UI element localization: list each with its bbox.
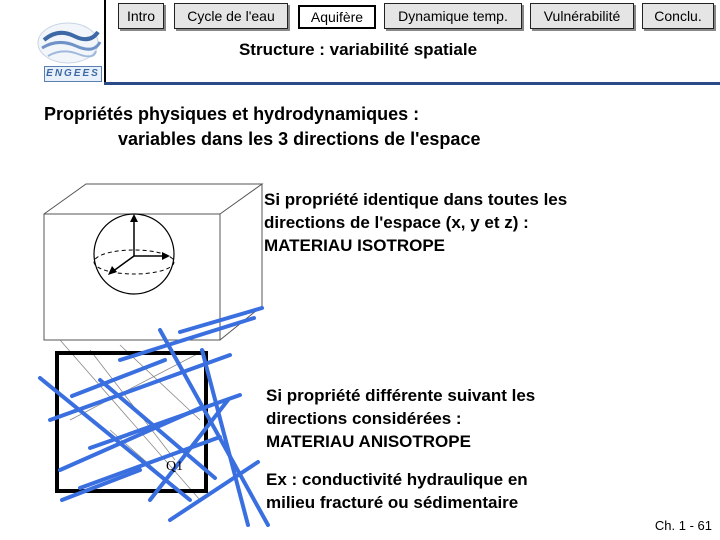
example-line-2: milieu fracturé ou sédimentaire [266, 493, 519, 512]
tab-intro[interactable]: Intro [118, 3, 164, 29]
isotrope-line-1: Si propriété identique dans toutes les [264, 190, 568, 209]
example-line-1: Ex : conductivité hydraulique en [266, 470, 528, 489]
tab-dynamique-temp[interactable]: Dynamique temp. [384, 3, 522, 29]
anisotrope-line-3: MATERIAU ANISOTROPE [266, 432, 471, 451]
tab-aquifere[interactable]: Aquifère [298, 5, 376, 29]
slide-subtitle: Structure : variabilité spatiale [238, 40, 478, 59]
isotrope-text [264, 188, 567, 257]
slide-number: Ch. 1 - 61 [654, 518, 712, 533]
example-text [266, 468, 528, 514]
diagram-label-q1: Q1 [166, 459, 184, 474]
logo-text: ENGEES [44, 66, 102, 82]
tab-cycle-de-leau[interactable]: Cycle de l'eau [174, 3, 288, 29]
tab-conclu[interactable]: Conclu. [642, 3, 714, 29]
anisotrope-line-1: Si propriété différente suivant les [266, 386, 536, 405]
isotrope-line-2: directions de l'espace (x, y et z) : [264, 213, 529, 232]
anisotrope-text [266, 384, 535, 453]
anisotrope-line-2: directions considérées : [266, 409, 462, 428]
intro-line-1: Propriétés physiques et hydrodynamiques : [44, 104, 420, 124]
intro-line-2: variables dans les 3 directions de l'espace [118, 129, 481, 149]
isotrope-line-3: MATERIAU ISOTROPE [264, 236, 446, 255]
tab-vulnerabilite[interactable]: Vulnérabilité [530, 3, 634, 29]
